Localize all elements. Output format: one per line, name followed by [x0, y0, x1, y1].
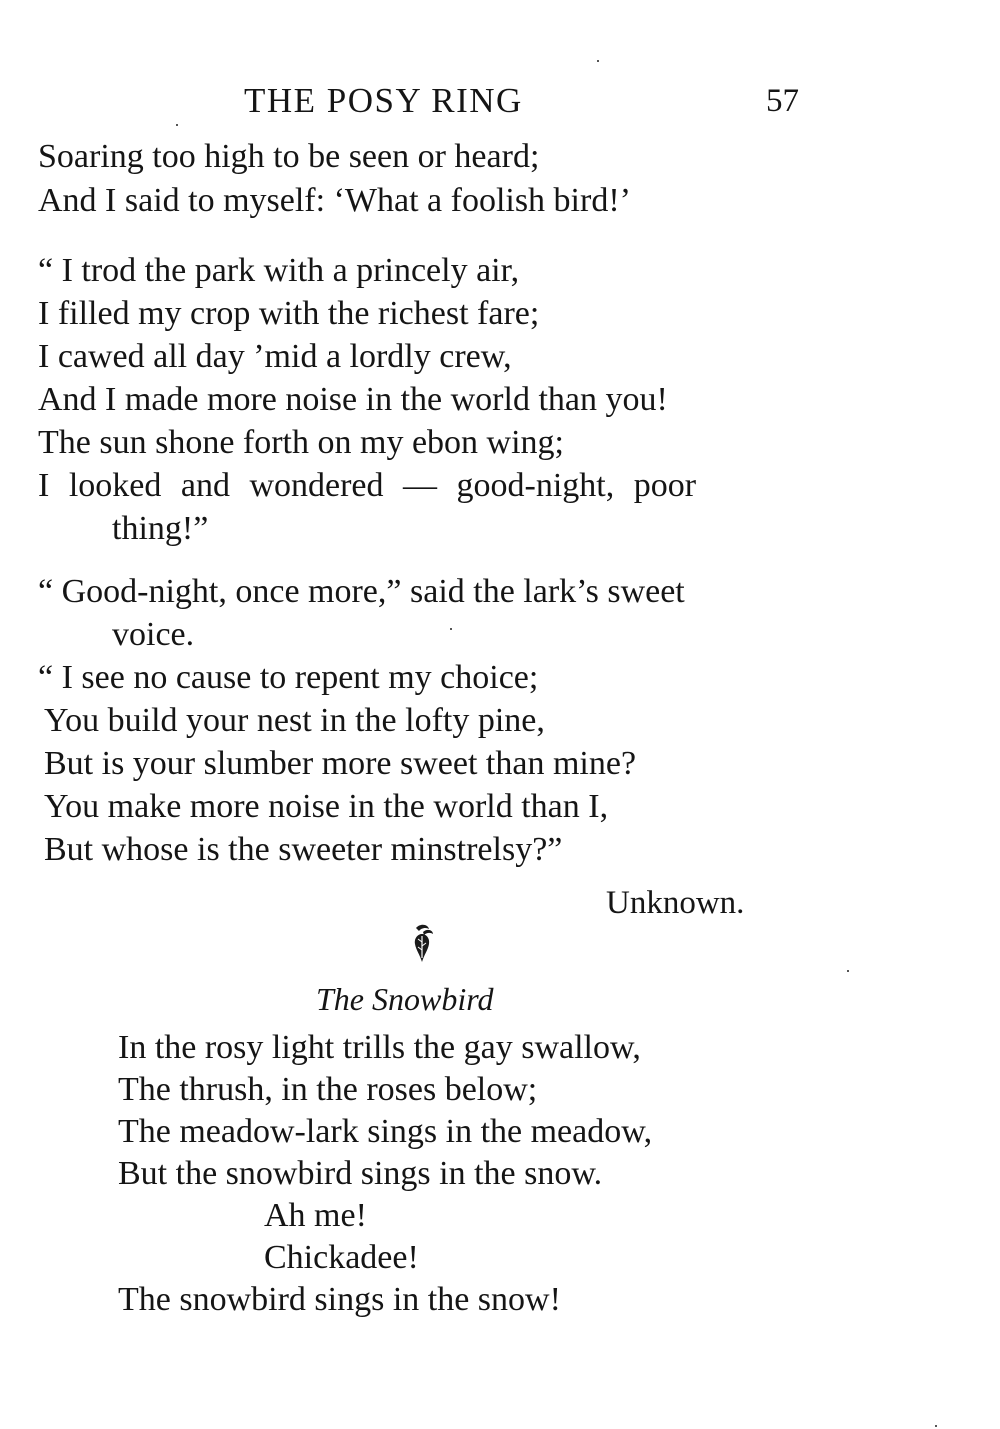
poem-line: I filled my crop with the richest fare;	[38, 295, 540, 332]
poem-line: I cawed all day ’mid a lordly crew,	[38, 338, 512, 375]
page-number: 57	[766, 83, 799, 119]
scan-speck	[935, 1425, 937, 1427]
poem-line: “ I see no cause to repent my choice;	[38, 659, 539, 696]
poem-attribution: Unknown.	[606, 885, 745, 921]
poem-refrain-line: Ah me!	[264, 1197, 367, 1234]
scan-speck	[450, 628, 452, 630]
poem-line: Soaring too high to be seen or heard;	[38, 138, 540, 175]
leaf-ornament-icon	[406, 922, 438, 968]
poem-line: The thrush, in the roses below;	[118, 1071, 538, 1108]
poem-line: But the snowbird sings in the snow.	[118, 1155, 603, 1192]
poem-line: But is your slumber more sweet than mine?	[44, 745, 637, 782]
poem-line: But whose is the sweeter minstrelsy?”	[44, 831, 563, 868]
poem-title: The Snowbird	[316, 981, 494, 1017]
poem-line-continuation: thing!”	[112, 510, 209, 547]
poem-line: The sun shone forth on my ebon wing;	[38, 424, 564, 461]
scan-speck	[176, 124, 178, 126]
poem-line: You build your nest in the lofty pine,	[44, 702, 545, 739]
poem-line: I looked and wondered — good-night, poor	[38, 467, 697, 504]
scan-speck	[847, 970, 849, 972]
poem-line: You make more noise in the world than I,	[44, 788, 609, 825]
poem-line-continuation: voice.	[112, 616, 195, 653]
poem-line: And I made more noise in the world than you!	[38, 381, 668, 418]
running-head-title: THE POSY RING	[244, 81, 523, 120]
poem-line: The snowbird sings in the snow!	[118, 1281, 561, 1318]
poem-line: The meadow-lark sings in the meadow,	[118, 1113, 653, 1150]
poem-line: In the rosy light trills the gay swallow,	[118, 1029, 641, 1066]
poem-line: “ Good-night, once more,” said the lark’s sweet	[38, 573, 685, 610]
poem-line: And I said to myself: ‘What a foolish bird!’	[38, 182, 631, 219]
poem-refrain-line: Chickadee!	[264, 1239, 419, 1276]
poem-line: “ I trod the park with a princely air,	[38, 252, 520, 289]
scan-speck	[597, 60, 599, 62]
